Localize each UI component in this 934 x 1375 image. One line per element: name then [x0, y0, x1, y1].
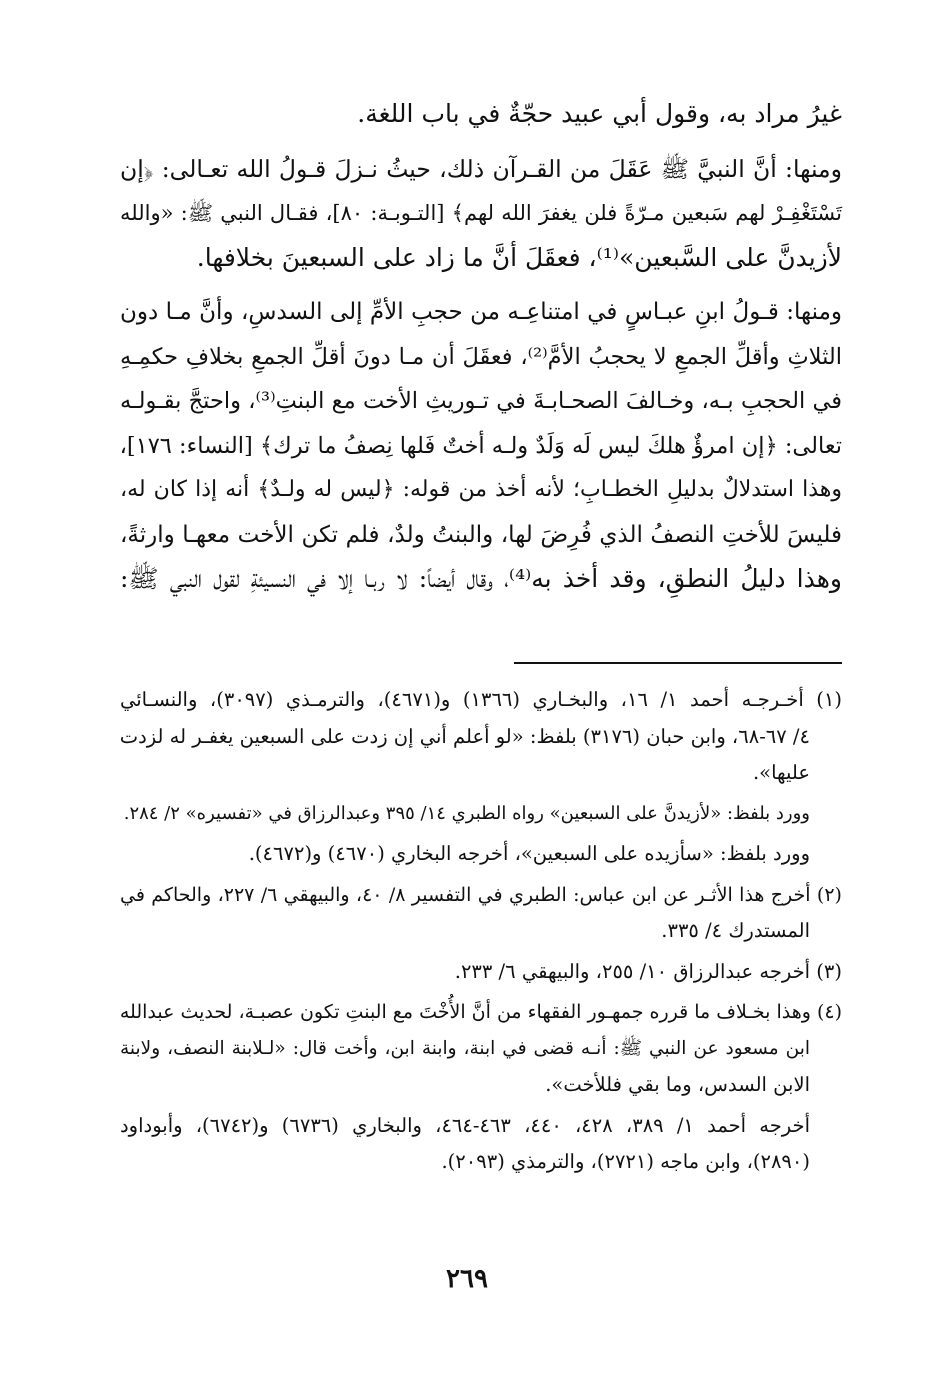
footnote-line: (٣) أخرجه عبدالرزاق ١٠/ ٢٥٥، والبيهقي ٦/ ٢٣٣.	[454, 959, 842, 983]
paragraph-2	[120, 147, 842, 281]
page-number: ٢٦٩	[446, 1264, 488, 1294]
footnote-1	[120, 682, 842, 792]
text-line: ومنها: أنَّ النبيَّ ﷺ عَقَلَ من القـرآن ذلك، حيثُ نـزلَ قـولُ الله تعـالى: ﴿إن	[120, 154, 842, 183]
main-text	[120, 92, 842, 612]
footnote-4	[120, 994, 842, 1104]
text-line: وهذا استدلالٌ بدليلِ الخطـابِ؛ لأنه أخذ من قوله: ﴿ليس له ولـدٌ﴾ أنه إذا كان له،	[120, 477, 842, 502]
footnote-1-variant-a	[120, 796, 842, 833]
footnote-line: ٤/ ٦٧-٦٨، وابن حبان (٣١٧٦) بلفظ: «لو أعلم أني إن زدت على السبعين يغفـر له لزدت	[119, 724, 810, 748]
footnotes	[120, 682, 842, 1185]
footnote-line: المستدرك ٤/ ٣٣٥.	[661, 919, 810, 942]
paragraph-1	[120, 92, 842, 137]
footnote-line: الابن السدس، وما بقي فللأخت».	[545, 1073, 810, 1096]
footnote-line: ابن مسعود عن النبي ﷺ: أنـه قضى في ابنة، وابنة ابن، وأخت قال: «لـلابنة النصف، ولابنة	[120, 1037, 810, 1059]
text-line: وهذا دليلُ النطقِ، وقد أخذ به⁽⁴⁾، وقال أيضاً: لا ربـا إلا في النسيئةِ لقول النبي ﷺ:	[120, 564, 842, 593]
text-line: في الحجبِ بـه، وخـالفَ الصحـابـةَ في تـوريثِ الأخت مع البنتِ⁽³⁾، واحتجَّ بقـولـه	[120, 388, 842, 414]
text-line: ومنها: قـولُ ابنِ عبـاسٍ في امتناعِـه من حجبِ الأمِّ إلى السدسِ، وأنَّ مـا دون	[120, 299, 842, 325]
footnote-4-references	[120, 1108, 842, 1181]
footnote-2	[120, 877, 842, 950]
text-line: تعالى: ﴿إن امرؤٌ هلكَ ليس لَه وَلَدٌ ولـه أختٌ فَلها نِصفُ ما ترك﴾ [النساء: ١٧٦]،	[119, 432, 842, 459]
footnote-line: أخرجه أحمد ١/ ٣٨٩، ٤٢٨، ٤٤٠، ٤٦٣-٤٦٤، والبخاري (٦٧٣٦) و(٦٧٤٢)، وأبوداود	[120, 1113, 810, 1137]
text-line: غيرُ مراد به، وقول أبي عبيد حجّةٌ في باب اللغة.	[357, 99, 842, 128]
footnote-line: وورد بلفظ: «سأزيده على السبعين»، أخرجه البخاري (٤٦٧٠) و(٤٦٧٢).	[248, 842, 810, 865]
footnote-line: (٢) أخرج هذا الأثـر عن ابن عباس: الطبري في التفسير ٨/ ٤٠، والبيهقي ٦/ ٢٢٧، والحاكم في	[120, 883, 842, 906]
text-line: الثلاثِ وأقلِّ الجمعِ لا يحجبُ الأمَّ⁽²⁾، فعقَلَ أن مـا دونَ أقلِّ الجمعِ بخلافِ حكمِـهِ	[120, 343, 842, 370]
text-line: فليسَ للأختِ النصفُ الذي فُرِضَ لها، والبنتُ ولدٌ، فلم تكن الأخت معهـا وارثةً،	[120, 521, 842, 548]
text-line: لأزيدنَّ على السَّبعين»⁽¹⁾، فعقَلَ أنَّ ما زاد على السبعينَ بخلافها.	[196, 242, 842, 272]
footnote-line: عليها».	[752, 761, 810, 784]
footnote-line: (٢٨٩٠)، وابن ماجه (٢٧٢١)، والترمذي (٢٠٩٣).	[441, 1150, 810, 1173]
footnote-line: (٤) وهذا بخـلاف ما قرره جمهـور الفقهاء من أنَّ الأُخْتَ مع البنتِ تكون عصبـة، لحديث عبدالله	[119, 1001, 842, 1023]
footnote-1-variant-b	[120, 836, 842, 873]
footnote-line: وورد بلفظ: «لأزيدنَّ على السبعين» رواه الطبري ١٤/ ٣٩٥ وعبدالرزاق في «تفسيره» ٢/ ٢٨٤.	[123, 802, 810, 824]
footnote-divider	[514, 662, 842, 664]
paragraph-3	[120, 290, 842, 602]
text-line: تَسْتَغْفِـرْ لهم سَبعين مـرّةً فلن يغفرَ الله لهم﴾ [التـوبـة: ٨٠]، فقـال النبي ﷺ: «والله	[120, 201, 842, 225]
footnote-3	[120, 954, 842, 991]
footnote-line: (١) أخـرجـه أحمد ١/ ١٦، والبخـاري (١٣٦٦) و(٤٦٧١)، والترمـذي (٣٠٩٧)، والنسـائي	[120, 688, 842, 711]
